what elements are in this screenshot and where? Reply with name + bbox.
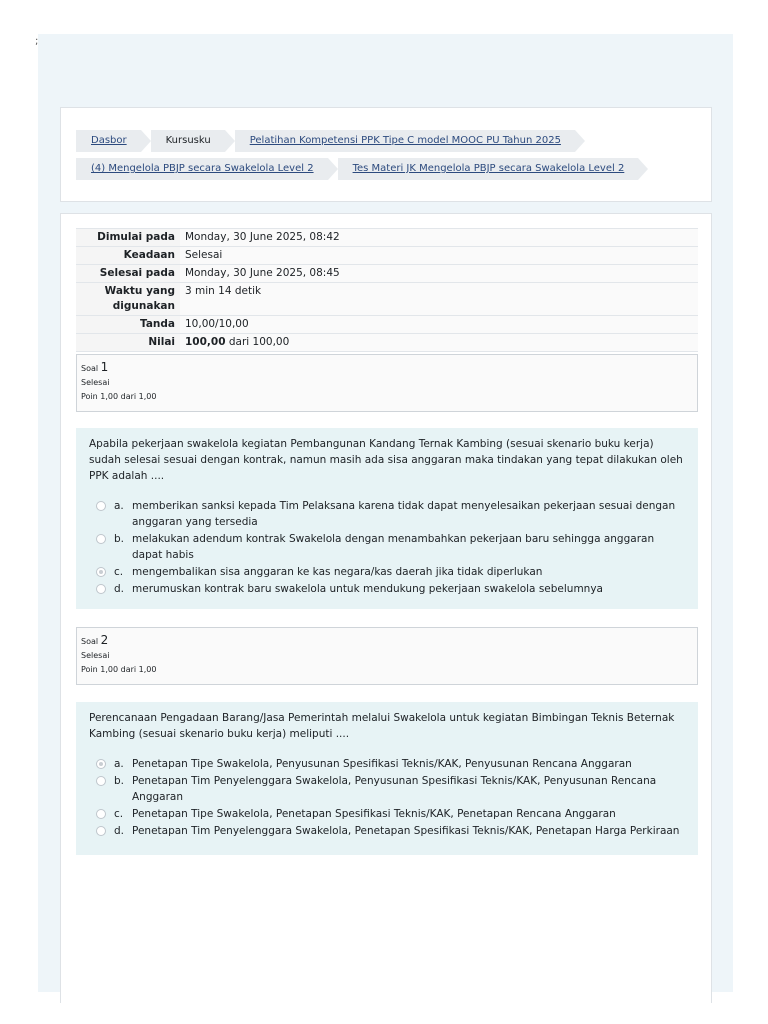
question-2-content — [76, 702, 698, 855]
question-status: Selesai — [81, 378, 110, 387]
quiz-review-region — [60, 213, 712, 1003]
question-number: Soal 1 — [81, 360, 109, 374]
corner-mark: ; — [35, 36, 39, 47]
breadcrumb-item-kursusku: Kursusku — [151, 130, 225, 152]
attempt-summary-table — [76, 228, 698, 352]
answer-options — [89, 756, 685, 839]
summary-row-state — [76, 247, 698, 265]
breadcrumb-item-section[interactable]: (4) Mengelola PBJP secara Swakelola Level 2 — [76, 158, 328, 180]
radio-icon[interactable] — [96, 809, 106, 819]
summary-row-started — [76, 229, 698, 247]
breadcrumb-row-2 — [76, 158, 648, 180]
summary-value: Selesai — [180, 247, 698, 265]
question-status: Selesai — [81, 651, 110, 660]
breadcrumb-item-dasbor[interactable]: Dasbor — [76, 130, 141, 152]
answer-option-b[interactable]: b. melakukan adendum kontrak Swakelola dengan menambahkan pekerjaan baru sehingga anggaran dapat habis — [89, 531, 685, 563]
question-text: Apabila pekerjaan swakelola kegiatan Pembangunan Kandang Ternak Kambing (sesuai skenario buku kerja) sudah selesai sesuai dengan kontrak, namun masih ada sisa anggaran maka tindakan yang tepat dilakukan oleh PPK adalah .... — [89, 438, 683, 482]
radio-icon[interactable] — [96, 501, 106, 511]
summary-row-grade — [76, 334, 698, 352]
answer-option-a[interactable]: a. Penetapan Tipe Swakelola, Penyusunan Spesifikasi Teknis/KAK, Penyusunan Rencana Anggaran — [89, 756, 685, 772]
breadcrumb-item-quiz[interactable]: Tes Materi JK Mengelola PBJP secara Swakelola Level 2 — [338, 158, 639, 180]
question-1-info — [76, 354, 698, 412]
answer-option-c[interactable]: c. Penetapan Tipe Swakelola, Penetapan Spesifikasi Teknis/KAK, Penetapan Rencana Anggaran — [89, 806, 685, 822]
answer-option-c[interactable]: c. mengembalikan sisa anggaran ke kas negara/kas daerah jika tidak diperlukan — [89, 564, 685, 580]
question-points: Poin 1,00 dari 1,00 — [81, 665, 157, 674]
radio-icon[interactable] — [96, 534, 106, 544]
radio-icon[interactable] — [96, 826, 106, 836]
answer-option-b[interactable]: b. Penetapan Tim Penyelenggara Swakelola, Penyusunan Spesifikasi Teknis/KAK, Penyusunan Rencana Anggaran — [89, 773, 685, 805]
summary-label: Dimulai pada — [76, 229, 180, 247]
summary-row-time — [76, 283, 698, 316]
summary-label: Nilai — [76, 334, 180, 352]
summary-row-marks — [76, 316, 698, 334]
summary-value: 10,00/10,00 — [180, 316, 698, 334]
question-text: Perencanaan Pengadaan Barang/Jasa Pemerintah melalui Swakelola untuk kegiatan Bimbingan Teknis Beternak Kambing (sesuai skenario buku kerja) meliputi .... — [89, 712, 675, 740]
answer-option-d[interactable]: d. Penetapan Tim Penyelenggara Swakelola, Penetapan Spesifikasi Teknis/KAK, Penetapan Harga Perkiraan — [89, 823, 685, 839]
summary-value: 3 min 14 detik — [180, 283, 698, 316]
breadcrumb-item-course[interactable]: Pelatihan Kompetensi PPK Tipe C model MOOC PU Tahun 2025 — [235, 130, 575, 152]
question-number: Soal 2 — [81, 633, 109, 647]
summary-row-finished — [76, 265, 698, 283]
summary-value: Monday, 30 June 2025, 08:45 — [180, 265, 698, 283]
grade-total: dari 100,00 — [225, 336, 290, 348]
answer-option-a[interactable]: a. memberikan sanksi kepada Tim Pelaksana karena tidak dapat menyelesaikan pekerjaan sesuai dengan anggaran yang tersedia — [89, 498, 685, 530]
summary-label: Selesai pada — [76, 265, 180, 283]
radio-icon[interactable] — [96, 776, 106, 786]
summary-label: Tanda — [76, 316, 180, 334]
summary-value: Monday, 30 June 2025, 08:42 — [180, 229, 698, 247]
answer-options — [89, 498, 685, 597]
grade-score: 100,00 — [185, 336, 226, 348]
breadcrumb — [60, 107, 712, 202]
answer-option-d[interactable]: d. merumuskan kontrak baru swakelola untuk mendukung pekerjaan swakelola sebelumnya — [89, 581, 685, 597]
radio-selected-icon[interactable] — [96, 759, 106, 769]
question-2-info — [76, 627, 698, 685]
radio-selected-icon[interactable] — [96, 567, 106, 577]
summary-value — [180, 334, 698, 352]
summary-label: Keadaan — [76, 247, 180, 265]
breadcrumb-row-1 — [76, 130, 585, 152]
summary-label: Waktu yang digunakan — [76, 283, 180, 316]
question-points: Poin 1,00 dari 1,00 — [81, 392, 157, 401]
radio-icon[interactable] — [96, 584, 106, 594]
question-1-content — [76, 428, 698, 609]
